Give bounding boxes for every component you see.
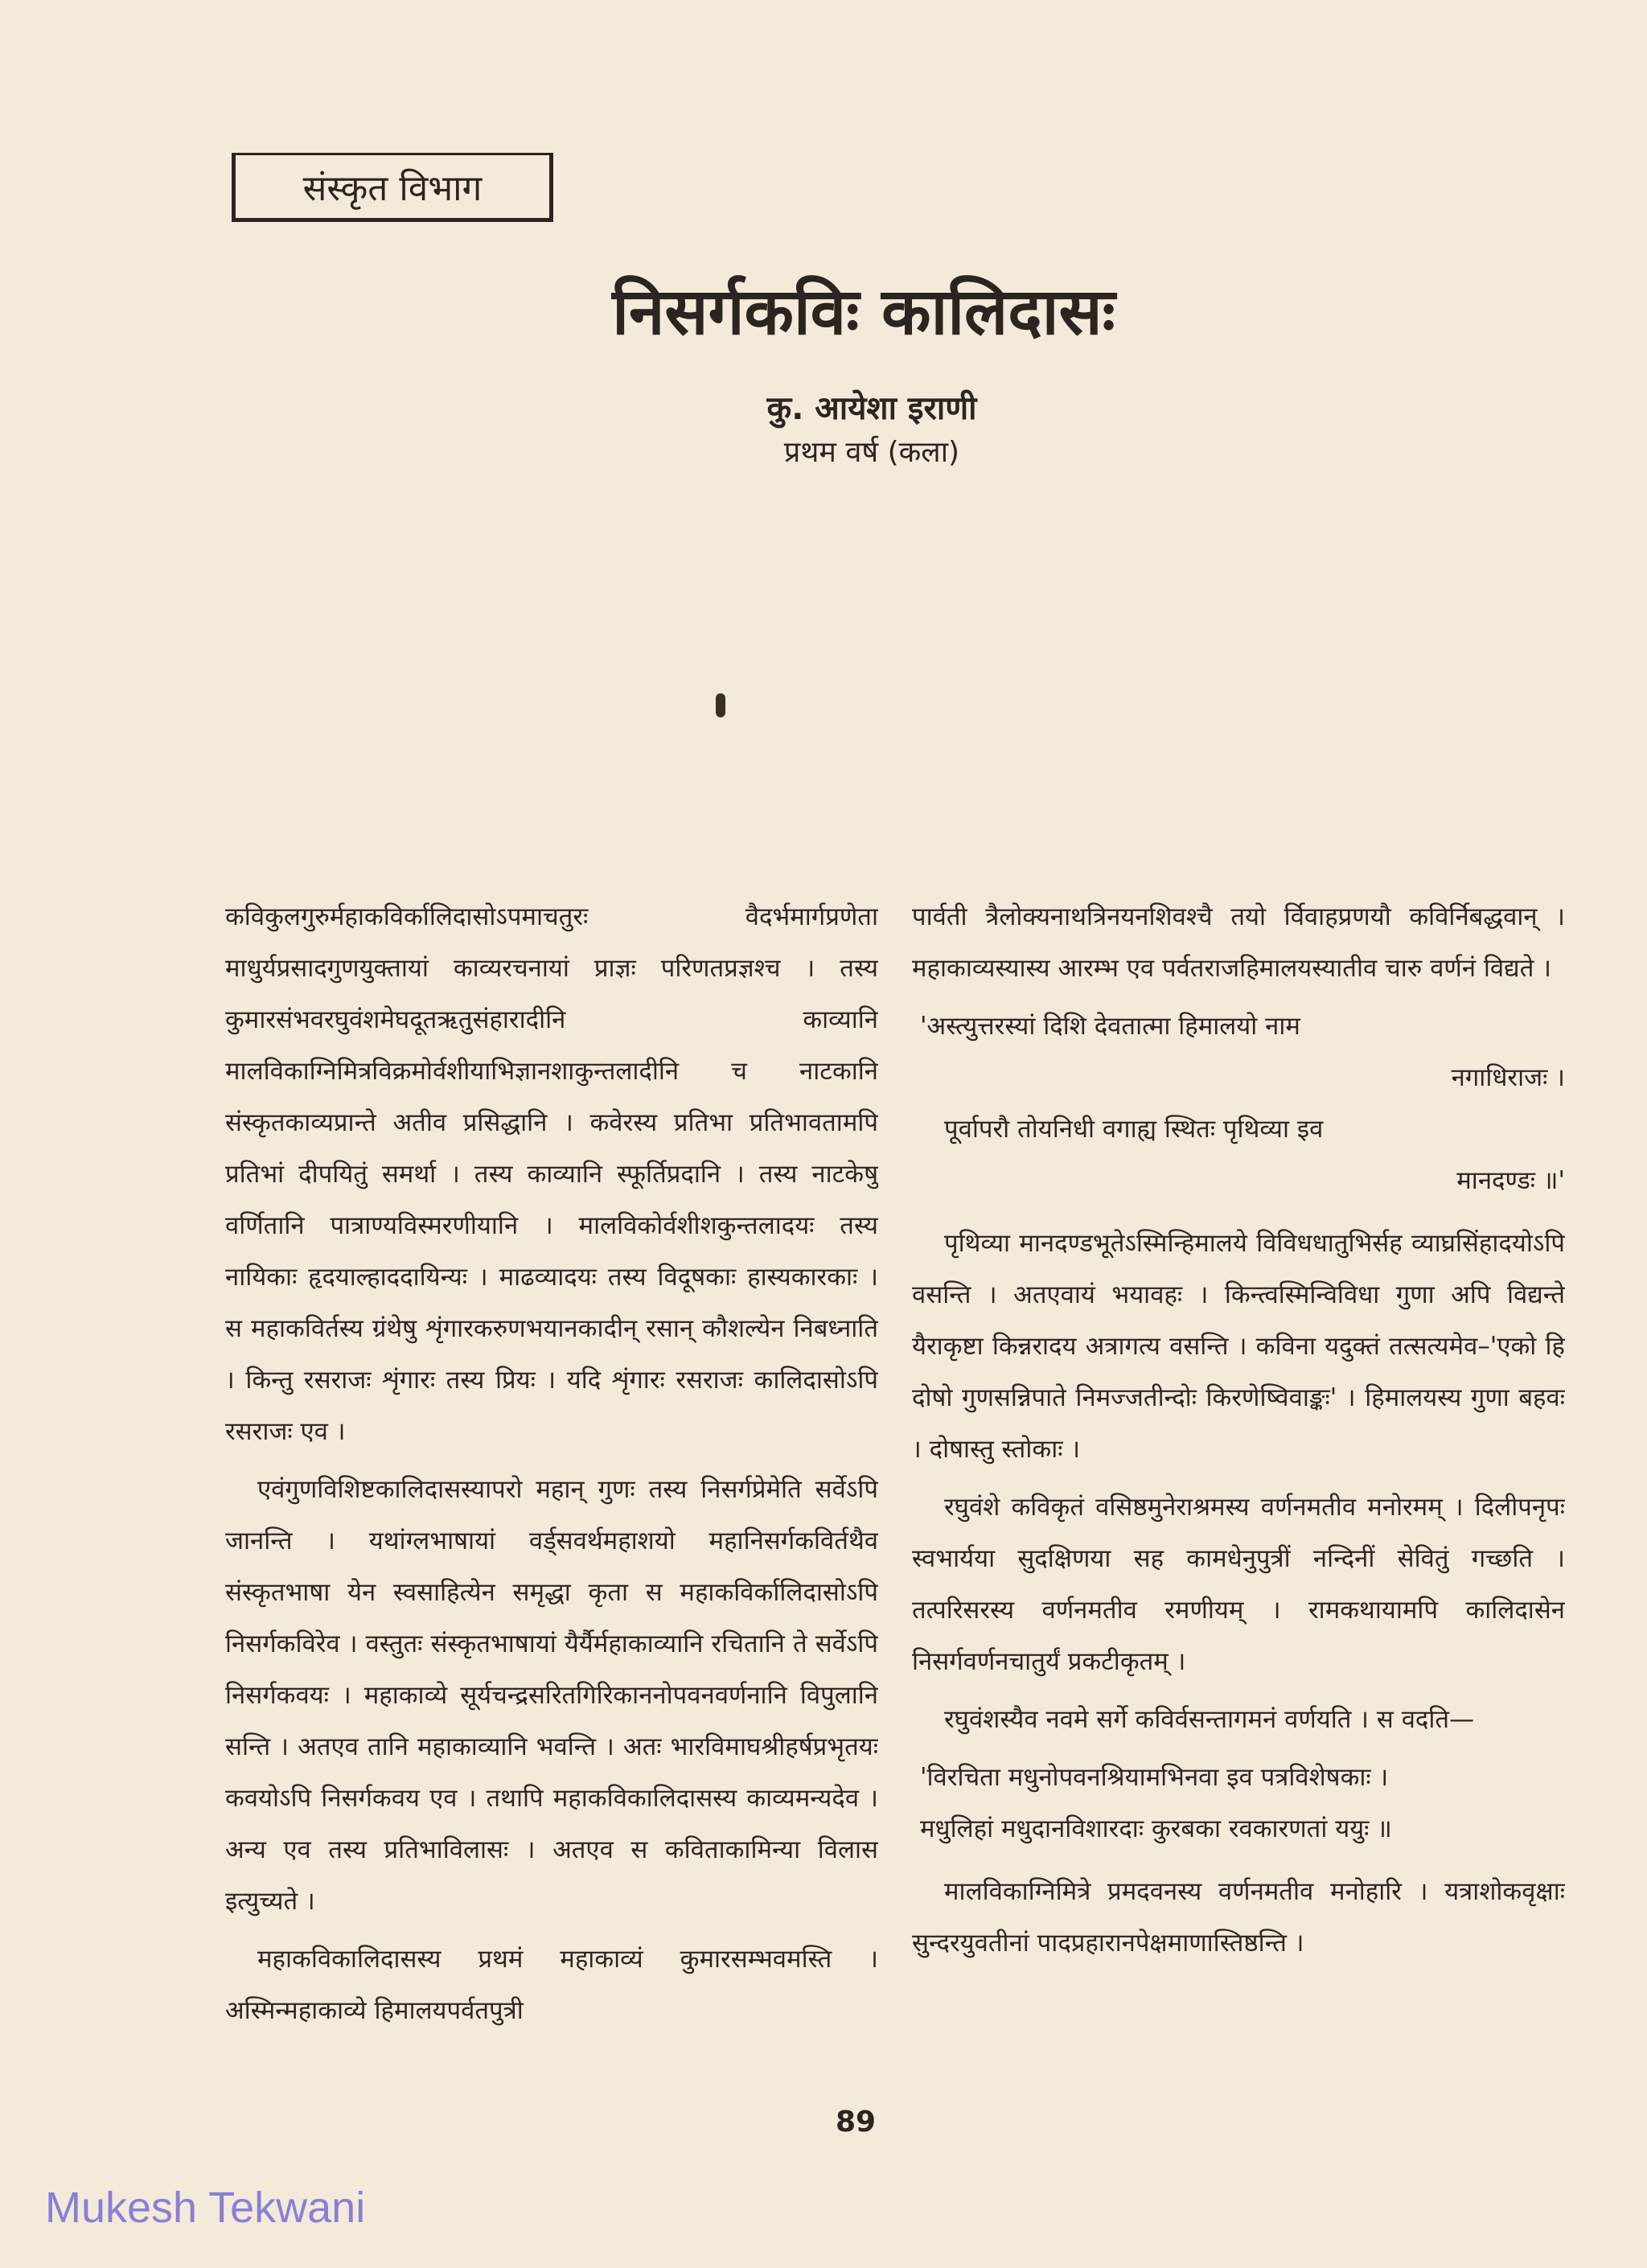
page-number: 89 xyxy=(835,2106,877,2139)
verse xyxy=(912,1000,1565,1206)
paragraph: मालविकाग्निमित्रे प्रमदवनस्य वर्णनमतीव मनोहारि । यत्राशोकवृक्षाः सुन्दरयुवतीनां पादप्रहारानपेक्षमाणास्तिष्ठन्ति । xyxy=(912,1877,1565,1958)
paragraph: एवंगुणविशिष्टकालिदासस्यापरो महान् गुणः तस्य निसर्गप्रेमेति सर्वेऽपि जानन्ति । यथांग्लभाषायां वर्ड्सवर्थमहाशयो महानिसर्गकविर्तथैव संस्कृतभाषा येन स्वसाहित्येन समृद्धा कृता स महाकविर्कालिदासोऽपि निसर्गकविरेव । वस्तुतः संस्कृतभाषायां यैर्यैर्महाकाव्यानि रचितानि ते सर्वेऽपि निसर्गकवयः । महाकाव्ये सूर्यचन्द्रसरितगिरिकाननोपवनवर्णनानि विपुलानि सन्ति । अतएव तानि महाकाव्यानि भवन्ति । अतः भारविमाघश्रीहर्षप्रभृतयः कवयोऽपि निसर्गकवय एव । तथापि महाकविकालिदासस्य काव्यमन्यदेव । अन्य एव तस्य प्रतिभाविलासः । अतएव स कविताकामिन्या विलास इत्युच्यते । xyxy=(225,1475,878,1916)
right-column xyxy=(912,891,1565,2049)
verse-line: 'अस्त्युत्तरस्यां दिशि देवतात्मा हिमालयो नाम xyxy=(920,1012,1300,1041)
left-column xyxy=(225,891,878,2049)
author-name: कु. आयेशा इराणी xyxy=(766,390,977,427)
decorative-mark xyxy=(716,693,725,717)
verse-line: नगाधिराजः । xyxy=(1451,1063,1565,1092)
author-class: प्रथम वर्ष (कला) xyxy=(783,436,960,469)
article-title: निसर्गकविः कालिदासः xyxy=(612,274,1115,349)
verse-line: पूर्वापरौ तोयनिधी वगाह्य स्थितः पृथिव्या इव xyxy=(944,1115,1324,1144)
section-label-box xyxy=(232,153,553,222)
verse xyxy=(912,1752,1565,1855)
verse-line: मधुलिहां मधुदानविशारदाः कुरबका रवकारणतां ययुः ॥ xyxy=(920,1814,1392,1843)
verse-line: मानदण्डः ॥' xyxy=(1456,1166,1565,1195)
section-label: संस्कृत विभाग xyxy=(302,168,483,209)
paragraph: महाकविकालिदासस्य प्रथमं महाकाव्यं कुमारसम्भवमस्ति । अस्मिन्महाकाव्ये हिमालयपर्वतपुत्री xyxy=(225,1945,878,2025)
watermark: Mukesh Tekwani xyxy=(45,2184,366,2232)
paragraph: पृथिव्या मानदण्डभूतेऽस्मिन्हिमालये विविधधातुभिर्सह व्याघ्रसिंहादयोऽपि वसन्ति । अतएवायं भयावहः । किन्त्वस्मिन्विविधा गुणा अपि विद्यन्ते यैराकृष्टा किन्नरादय अत्रागत्य वसन्ति । कविना यदुक्तं तत्सत्यमेव–'एको हि दोषो गुणसन्निपाते निमज्जतीन्दोः किरणेष्विवाङ्कः' । हिमालयस्य गुणा बहवः । दोषास्तु स्तोकाः । xyxy=(912,1229,1565,1464)
verse-line: 'विरचिता मधुनोपवनश्रियामभिनवा इव पत्रविशेषकाः । xyxy=(920,1763,1389,1792)
paragraph: कविकुलगुरुर्महाकविर्कालिदासोऽपमाचतुरः वैदर्भमार्गप्रणेता माधुर्यप्रसादगुणयुक्तायां काव्यरचनायां प्राज्ञः परिणतप्रज्ञश्च । तस्य कुमारसंभवरघुवंशमेघदूतऋतुसंहारादीनि काव्यानि मालविकाग्निमित्रविक्रमोर्वशीयाभिज्ञानशाकुन्तलादीनि च नाटकानि संस्कृतकाव्यप्रान्ते अतीव प्रसिद्धानि । कवेरस्य प्रतिभा प्रतिभावतामपि प्रतिभां दीपयितुं समर्था । तस्य काव्यानि स्फूर्तिप्रदानि । तस्य नाटकेषु वर्णितानि पात्राण्यविस्मरणीयानि । मालविकोर्वशीशकुन्तलादयः तस्य नायिकाः हृदयाल्हाददायिन्यः । माढव्यादयः तस्य विदूषकाः हास्यकारकाः । स महाकविर्तस्य ग्रंथेषु शृंगारकरुणभयानकादीन् रसान् कौशल्येन निबध्नाति । किन्तु रसराजः शृंगारः तस्य प्रियः । यदि शृंगारः रसराजः कालिदासोऽपि रसराजः एव । xyxy=(225,902,878,1446)
paragraph: रघुवंशस्यैव नवमे सर्गे कविर्वसन्तागमनं वर्णयति । स वदति— xyxy=(944,1705,1475,1734)
paragraph: रघुवंशे कविकृतं वसिष्ठमुनेराश्रमस्य वर्णनमतीव मनोरमम् । दिलीपनृपः स्वभार्यया सुदक्षिणया सह कामधेनुपुत्रीं नन्दिनीं सेवितुं गच्छति । तत्परिसरस्य वर्णनमतीव रमणीयम् । रामकथायामपि कालिदासेन निसर्गवर्णनचातुर्यं प्रकटीकृतम् । xyxy=(912,1493,1565,1676)
paragraph: पार्वती त्रैलोक्यनाथत्रिनयनशिवश्चै तयो र्विवाहप्रणयौ कविर्निबद्धवान् । महाकाव्यस्यास्य आरम्भ एव पर्वतराजहिमालयस्यातीव चारु वर्णनं विद्यते । xyxy=(912,902,1565,983)
